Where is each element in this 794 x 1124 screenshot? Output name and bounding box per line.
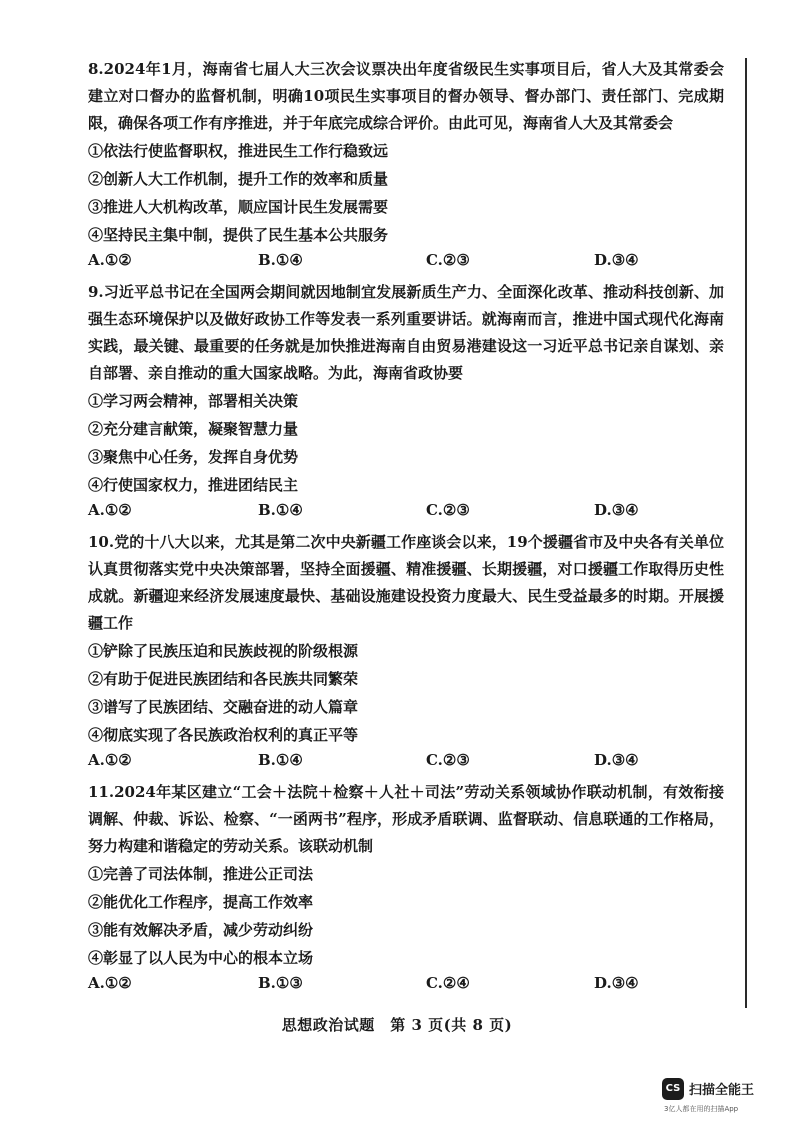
choice-b: B.①③ [258, 974, 303, 992]
option-2: ②有助于促进民族团结和各民族共同繁荣 [88, 670, 359, 688]
question-9 [88, 279, 724, 529]
choice-a: A.①② [88, 751, 132, 769]
page-footer: 思想政治试题 第 3 页(共 8 页) [281, 1016, 513, 1034]
question-stem: 8.2024年1月，海南省七届人大三次会议票决出年度省级民生实事项目后，省人大及其常委会建立对口督办的监督机制，明确10项民生实事项目的督办领导、督办部门、责任部门、完成期限，确保各项工作有序推进，并于年底完成综合评价。由此可见，海南省人大及其常委会 [88, 60, 724, 132]
option-3: ③能有效解决矛盾，减少劳动纠纷 [88, 921, 314, 939]
question-stem: 9.习近平总书记在全国两会期间就因地制宜发展新质生产力、全面深化改革、推动科技创新、加强生态环境保护以及做好政协工作等发表一系列重要讲话。就海南而言，推进中国式现代化海南实践，最关键、最重要的任务就是加快推进海南自由贸易港建设这一习近平总书记亲自谋划、亲自部署、亲自推动的重大国家战略。为此，海南省政协要 [88, 283, 724, 382]
option-2: ②能优化工作程序，提高工作效率 [88, 893, 314, 911]
choice-b: B.①④ [258, 251, 303, 269]
choice-b: B.①④ [258, 501, 303, 519]
option-1: ①完善了司法体制，推进公正司法 [88, 865, 314, 883]
choice-d: D.③④ [594, 501, 639, 519]
choice-a: A.①② [88, 501, 132, 519]
option-2: ②创新人大工作机制，提升工作的效率和质量 [88, 170, 389, 188]
answer-choices [88, 499, 724, 529]
choice-b: B.①④ [258, 751, 303, 769]
option-1: ①依法行使监督职权，推进民生工作行稳致远 [88, 142, 389, 160]
choice-c: C.②③ [426, 751, 470, 769]
option-4: ④坚持民主集中制，提供了民生基本公共服务 [88, 226, 389, 244]
question-10 [88, 529, 724, 779]
question-8 [88, 56, 724, 279]
option-1: ①铲除了民族压迫和民族歧视的阶级根源 [88, 642, 359, 660]
watermark-name: 扫描全能王 [689, 1083, 755, 1098]
option-4: ④彻底实现了各民族政治权利的真正平等 [88, 726, 359, 744]
answer-choices [88, 972, 724, 1002]
option-4: ④行使国家权力，推进团结民主 [88, 476, 299, 494]
question-list [88, 56, 724, 1002]
choice-d: D.③④ [594, 974, 639, 992]
answer-choices [88, 749, 724, 779]
choice-d: D.③④ [594, 751, 639, 769]
question-stem: 11.2024年某区建立“工会＋法院＋检察＋人社＋司法”劳动关系领域协作联动机制，有效衔接调解、仲裁、诉讼、检察、“一函两书”程序，形成矛盾联调、监督联动、信息联通的工作格局，努力构建和谐稳定的劳动关系。该联动机制 [88, 783, 724, 855]
option-1: ①学习两会精神，部署相关决策 [88, 392, 299, 410]
choice-c: C.②③ [426, 501, 470, 519]
choice-a: A.①② [88, 974, 132, 992]
option-3: ③聚焦中心任务，发挥自身优势 [88, 448, 299, 466]
choice-a: A.①② [88, 251, 132, 269]
question-stem: 10.党的十八大以来，尤其是第二次中央新疆工作座谈会以来，19个援疆省市及中央各有关单位认真贯彻落实党中央决策部署，坚持全面援疆、精准援疆、长期援疆，对口援疆工作取得历史性成就。新疆迎来经济发展速度最快、基础设施建设投资力度最大、民生受益最多的时期。开展援疆工作 [88, 533, 724, 632]
watermark-tagline: 3亿人都在用的扫描App [664, 1105, 739, 1113]
choice-c: C.②④ [426, 974, 470, 992]
option-4: ④彰显了以人民为中心的根本立场 [88, 949, 314, 967]
option-3: ③推进人大机构改革，顺应国计民生发展需要 [88, 198, 389, 216]
answer-choices [88, 249, 724, 279]
scanner-watermark [662, 1078, 782, 1114]
choice-d: D.③④ [594, 251, 639, 269]
question-11 [88, 779, 724, 1002]
option-2: ②充分建言献策，凝聚智慧力量 [88, 420, 299, 438]
margin-rule [745, 58, 747, 1008]
choice-c: C.②③ [426, 251, 470, 269]
camscanner-logo-icon: CS [662, 1078, 684, 1100]
option-3: ③谱写了民族团结、交融奋进的动人篇章 [88, 698, 359, 716]
